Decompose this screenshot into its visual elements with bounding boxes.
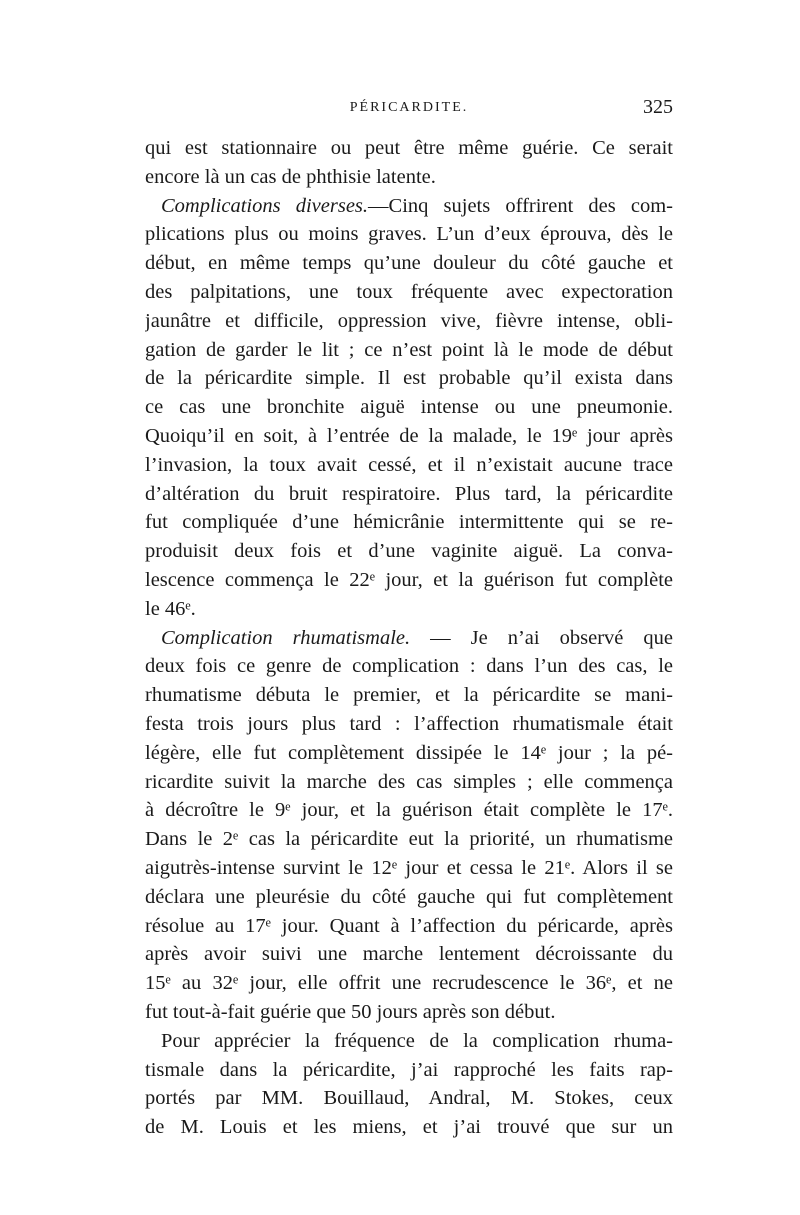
text-line: encore là un cas de phthisie latente.	[145, 165, 436, 188]
text-line: déclara une pleurésie du côté gauche qui fut complètement	[145, 885, 673, 908]
text-line: aigutrès-intense survint le 12ᵉ jour et cessa le 21ᵉ. Alors il se	[145, 856, 673, 879]
text-line: qui est stationnaire ou peut être même guérie. Ce serait	[145, 137, 673, 159]
text-line: après avoir suivi une marche lentement décroissante du	[145, 943, 673, 966]
text-line: deux fois ce genre de complication : dans l’un des cas, le	[145, 655, 673, 678]
text-line	[145, 192, 673, 221]
text-line: rhumatisme débuta le premier, et la péricardite se mani-	[145, 684, 673, 707]
text-line: fut compliquée d’une hémicrânie intermittente qui se re-	[145, 511, 673, 534]
text-line: gation de garder le lit ; ce n’est point là le mode de début	[145, 338, 673, 361]
text-line: plications plus ou moins graves. L’un d’eux éprouva, dès le	[145, 223, 673, 246]
text-line: des palpitations, une toux fréquente avec expectoration	[145, 280, 673, 303]
text-line: ricardite suivit la marche des cas simples ; elle commença	[145, 770, 673, 793]
text-line: portés par MM. Bouillaud, Andral, M. Stokes, ceux	[145, 1087, 673, 1110]
text-line: 15ᵉ au 32ᵉ jour, elle offrit une recrudescence le 36ᵉ, et ne	[145, 972, 673, 995]
running-head	[145, 96, 673, 120]
text-line-rest: —Cinq sujets offrirent des com-	[368, 194, 673, 217]
text-line: produisit deux fois et d’une vaginite aiguë. La conva-	[145, 540, 673, 563]
text-line	[145, 624, 673, 653]
section-heading: Complications diverses.	[161, 194, 369, 217]
text-line: de la péricardite simple. Il est probable qu’il exista dans	[145, 367, 673, 390]
running-title: PÉRICARDITE.	[349, 100, 469, 115]
text-line: début, en même temps qu’une douleur du côté gauche et	[145, 252, 673, 275]
text-line-rest: — Je n’ai observé que	[410, 626, 673, 649]
text-line: ce cas une bronchite aiguë intense ou une pneumonie.	[145, 396, 673, 419]
text-line: résolue au 17ᵉ jour. Quant à l’affection du péricarde, après	[145, 914, 673, 937]
text-line: jaunâtre et difficile, oppression vive, fièvre intense, obli-	[145, 309, 673, 332]
page-number: 325	[643, 96, 673, 118]
text-line: Pour apprécier la fréquence de la complication rhuma-	[161, 1029, 673, 1052]
section-heading: Complication rhumatismale.	[161, 626, 411, 649]
body-text	[145, 134, 673, 1142]
text-line: de M. Louis et les miens, et j’ai trouvé que sur un	[145, 1116, 673, 1139]
text-line: Dans le 2ᵉ cas la péricardite eut la priorité, un rhumatisme	[145, 828, 673, 851]
text-line: Quoiqu’il en soit, à l’entrée de la malade, le 19ᵉ jour après	[145, 424, 673, 447]
text-line: à décroître le 9ᵉ jour, et la guérison était complète le 17ᵉ.	[145, 799, 673, 822]
text-line: lescence commença le 22ᵉ jour, et la guérison fut complète	[145, 568, 673, 591]
text-line: tismale dans la péricardite, j’ai rapproché les faits rap-	[145, 1058, 673, 1081]
text-line: légère, elle fut complètement dissipée le 14ᵉ jour ; la pé-	[145, 741, 673, 764]
text-line: d’altération du bruit respiratoire. Plus tard, la péricardite	[145, 482, 673, 505]
text-line: fut tout-à-fait guérie que 50 jours après son début.	[145, 1000, 556, 1023]
text-line: festa trois jours plus tard : l’affection rhumatismale était	[145, 712, 673, 735]
text-line: l’invasion, la toux avait cessé, et il n’existait aucune trace	[145, 453, 673, 476]
text-line: le 46ᵉ.	[145, 597, 196, 620]
